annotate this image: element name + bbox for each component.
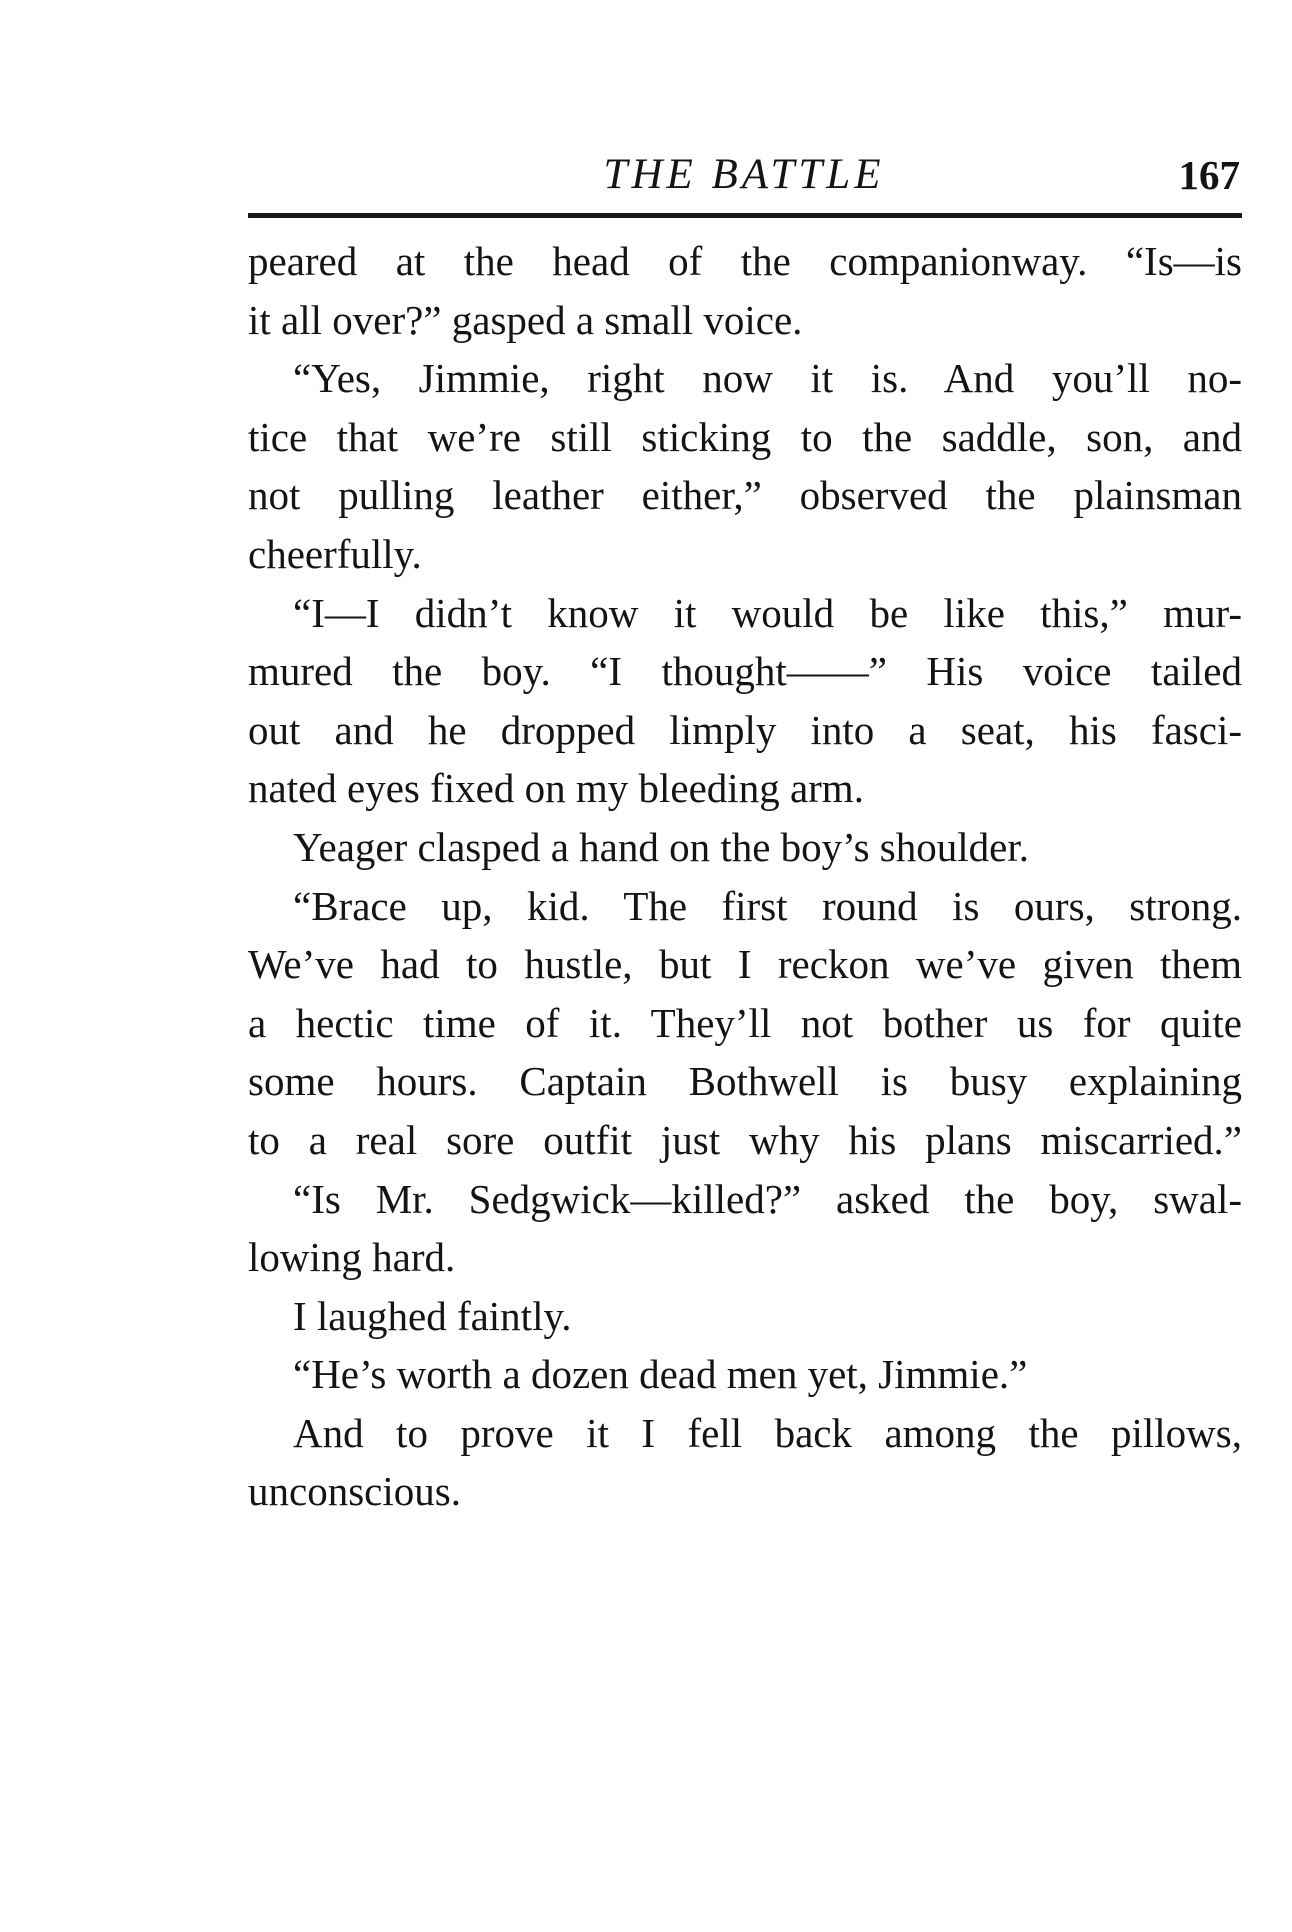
text-line: I laughed faintly. bbox=[293, 1292, 572, 1339]
text-line: not pulling leather either,” observed the plainsman bbox=[248, 472, 1242, 519]
page-number: 167 bbox=[1178, 152, 1240, 198]
body-text bbox=[248, 232, 1242, 1521]
header-rule bbox=[248, 213, 1242, 218]
text-line: “Yes, Jimmie, right now it is. And you’ll no- bbox=[293, 355, 1242, 402]
text-line: “I—I didn’t know it would be like this,” mur- bbox=[293, 589, 1242, 636]
text-line: peared at the head of the companionway. “Is—is bbox=[248, 238, 1242, 284]
text-line: unconscious. bbox=[248, 1468, 461, 1515]
text-line: We’ve had to hustle, but I reckon we’ve given them bbox=[248, 941, 1242, 988]
text-line: cheerfully. bbox=[248, 530, 422, 577]
text-line: some hours. Captain Bothwell is busy explaining bbox=[248, 1058, 1242, 1105]
text-line: out and he dropped limply into a seat, his fasci- bbox=[248, 706, 1242, 753]
text-line: “He’s worth a dozen dead men yet, Jimmie.” bbox=[293, 1351, 1028, 1398]
text-line: Yeager clasped a hand on the boy’s shoulder. bbox=[293, 823, 1029, 870]
text-line: “Brace up, kid. The first round is ours, strong. bbox=[293, 882, 1242, 929]
text-line: “Is Mr. Sedgwick—killed?” asked the boy, swal- bbox=[293, 1175, 1242, 1222]
running-head bbox=[248, 150, 1240, 200]
text-line: a hectic time of it. They’ll not bother us for quite bbox=[248, 999, 1242, 1046]
text-line: And to prove it I fell back among the pillows, bbox=[293, 1409, 1242, 1456]
chapter-title: THE BATTLE bbox=[603, 151, 885, 198]
text-line: to a real sore outfit just why his plans miscarried.” bbox=[248, 1116, 1242, 1163]
text-line: mured the boy. “I thought——” His voice tailed bbox=[248, 648, 1242, 695]
text-line: tice that we’re still sticking to the saddle, son, and bbox=[248, 413, 1242, 460]
text-line: nated eyes fixed on my bleeding arm. bbox=[248, 765, 864, 812]
text-line: it all over?” gasped a small voice. bbox=[248, 296, 803, 343]
text-line: lowing hard. bbox=[248, 1234, 456, 1281]
